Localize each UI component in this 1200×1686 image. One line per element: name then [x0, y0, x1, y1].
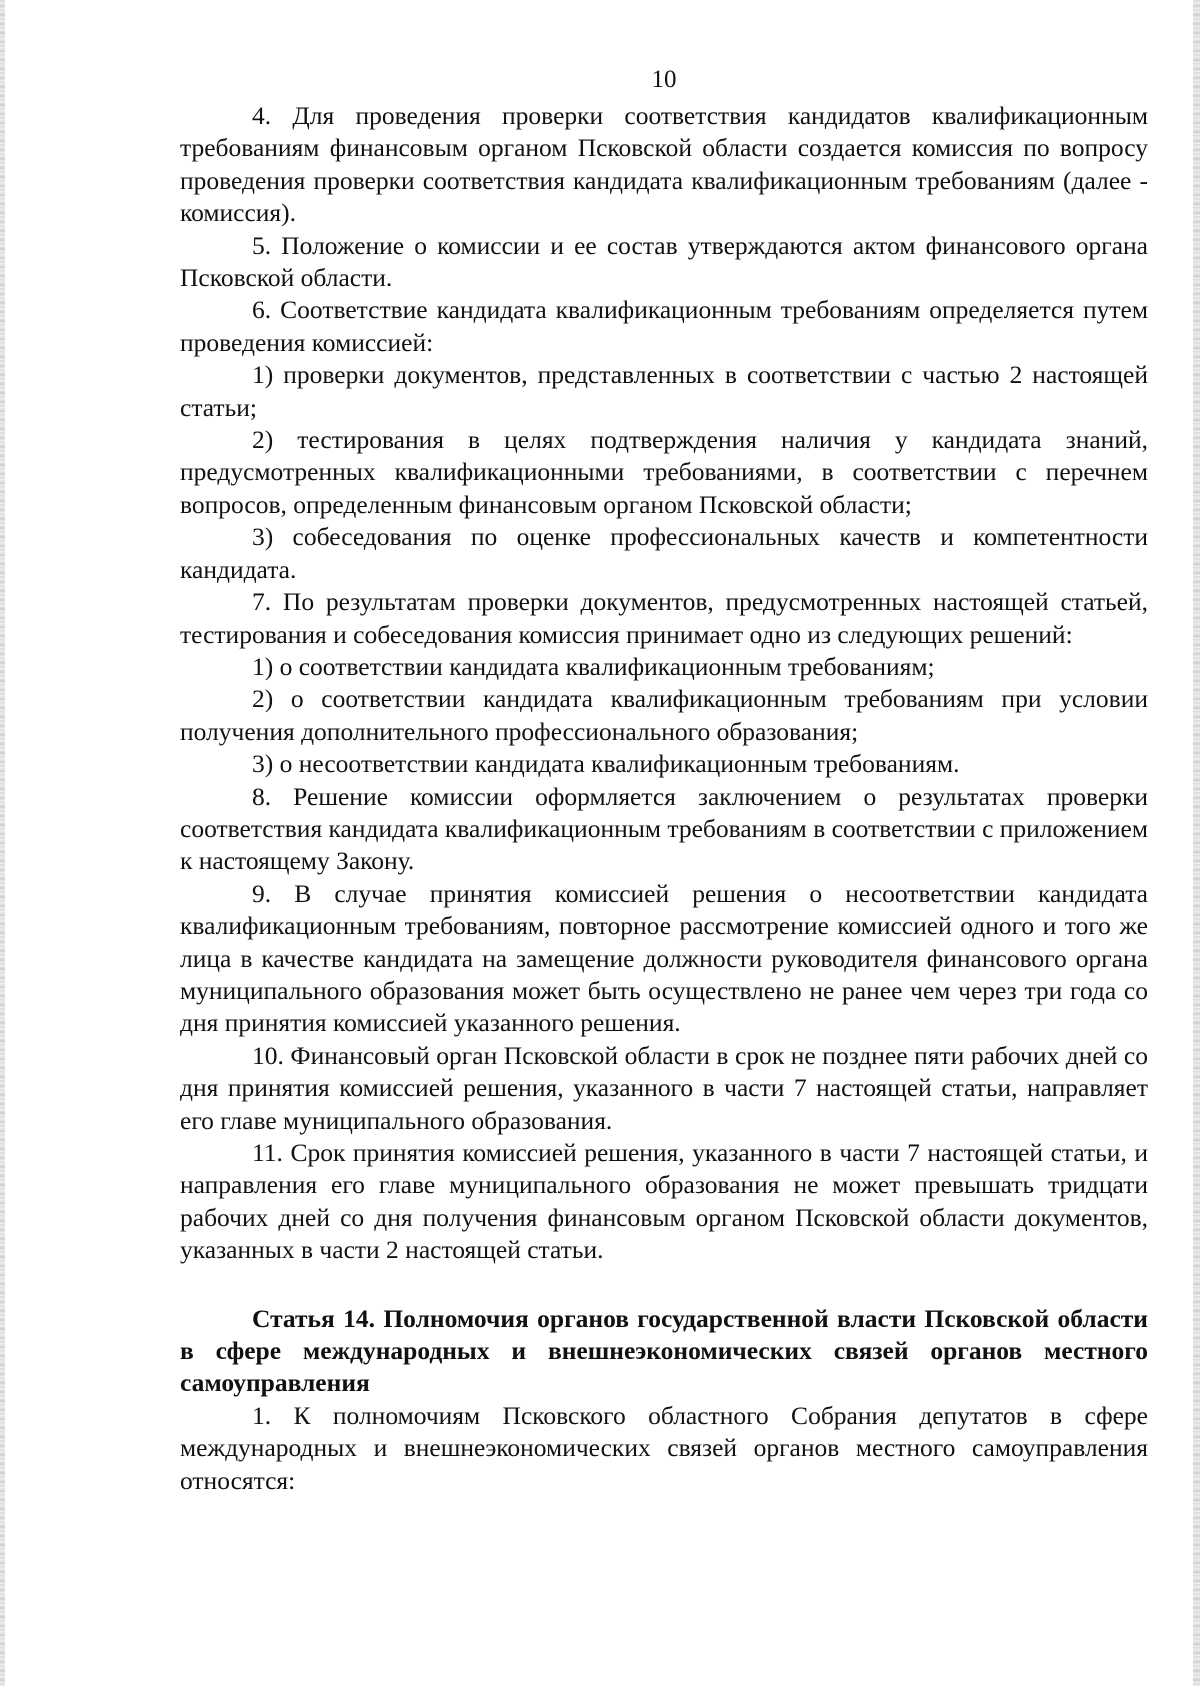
paragraph-item-9: 9. В случае принятия комиссией решения о несоответствии кандидата квалификационным требованиям, повторное рассмотрение комиссией одного и того же лица в качестве кандидата на замещение должности руководителя финансового органа муниципального образования может быть осуществлено не ранее чем через три года со дня принятия комиссией указанного решения. [180, 878, 1148, 1038]
paragraph-article14-item-1: 1. К полномочиям Псковского областного Собрания депутатов в сфере международных и внешнеэкономических связей органов местного самоуправления относятся: [180, 1400, 1148, 1495]
paragraph-item-7: 7. По результатам проверки документов, предусмотренных настоящей статьей, тестирования и собеседования комиссия принимает одно из следующих решений: [180, 587, 1148, 649]
paragraph-item-10: 10. Финансовый орган Псковской области в срок не позднее пяти рабочих дней со дня принятия комиссией решения, указанного в части 7 настоящей статьи, направляет его главе муниципального образования. [180, 1040, 1148, 1135]
document-page [180, 60, 1148, 1497]
paragraph-item-6: 6. Соответствие кандидата квалификационным требованиям определяется путем проведения комиссией: [180, 295, 1148, 357]
paragraph-subitem-6-3: 3) собеседования по оценке профессиональных качеств и компетентности кандидата. [180, 522, 1148, 584]
paragraph-subitem-7-1: 1) о соответствии кандидата квалификационным требованиям; [252, 651, 935, 681]
paragraph-subitem-7-3: 3) о несоответствии кандидата квалификационным требованиям. [252, 749, 960, 779]
paragraph-subitem-6-1: 1) проверки документов, представленных в соответствии с частью 2 настоящей статьи; [180, 360, 1148, 422]
paragraph-item-8: 8. Решение комиссии оформляется заключением о результатах проверки соответствия кандидата квалификационным требованиям в соответствии с приложением к настоящему Закону. [180, 781, 1148, 876]
paragraph-item-4: 4. Для проведения проверки соответствия кандидатов квалификационным требованиям финансовым органом Псковской области создается комиссия по вопросу проведения проверки соответствия кандидата квалификационным требованиям (далее - комиссия). [180, 101, 1148, 228]
paragraph-item-5: 5. Положение о комиссии и ее состав утверждаются актом финансового органа Псковской области. [180, 230, 1148, 293]
scan-left-edge [0, 0, 5, 1686]
page-number: 10 [651, 66, 677, 93]
paragraph-subitem-7-2: 2) о соответствии кандидата квалификационным требованиям при условии получения дополнительного профессионального образования; [180, 684, 1148, 746]
paragraph-subitem-6-2: 2) тестирования в целях подтверждения наличия у кандидата знаний, предусмотренных квалификационными требованиями, в соответствии с перечнем вопросов, определенным финансовым органом Псковской области; [180, 425, 1148, 519]
article-heading: Статья 14. Полномочия органов государственной власти Псковской области в сфере международных и внешнеэкономических связей органов местного самоуправления [180, 1303, 1148, 1398]
paragraph-item-11: 11. Срок принятия комиссией решения, указанного в части 7 настоящей статьи, и направления его главе муниципального образования не может превышать тридцати рабочих дней со дня получения финансовым органом Псковской области документов, указанных в части 2 настоящей статьи. [180, 1138, 1148, 1265]
scan-right-edge [1193, 0, 1200, 1686]
